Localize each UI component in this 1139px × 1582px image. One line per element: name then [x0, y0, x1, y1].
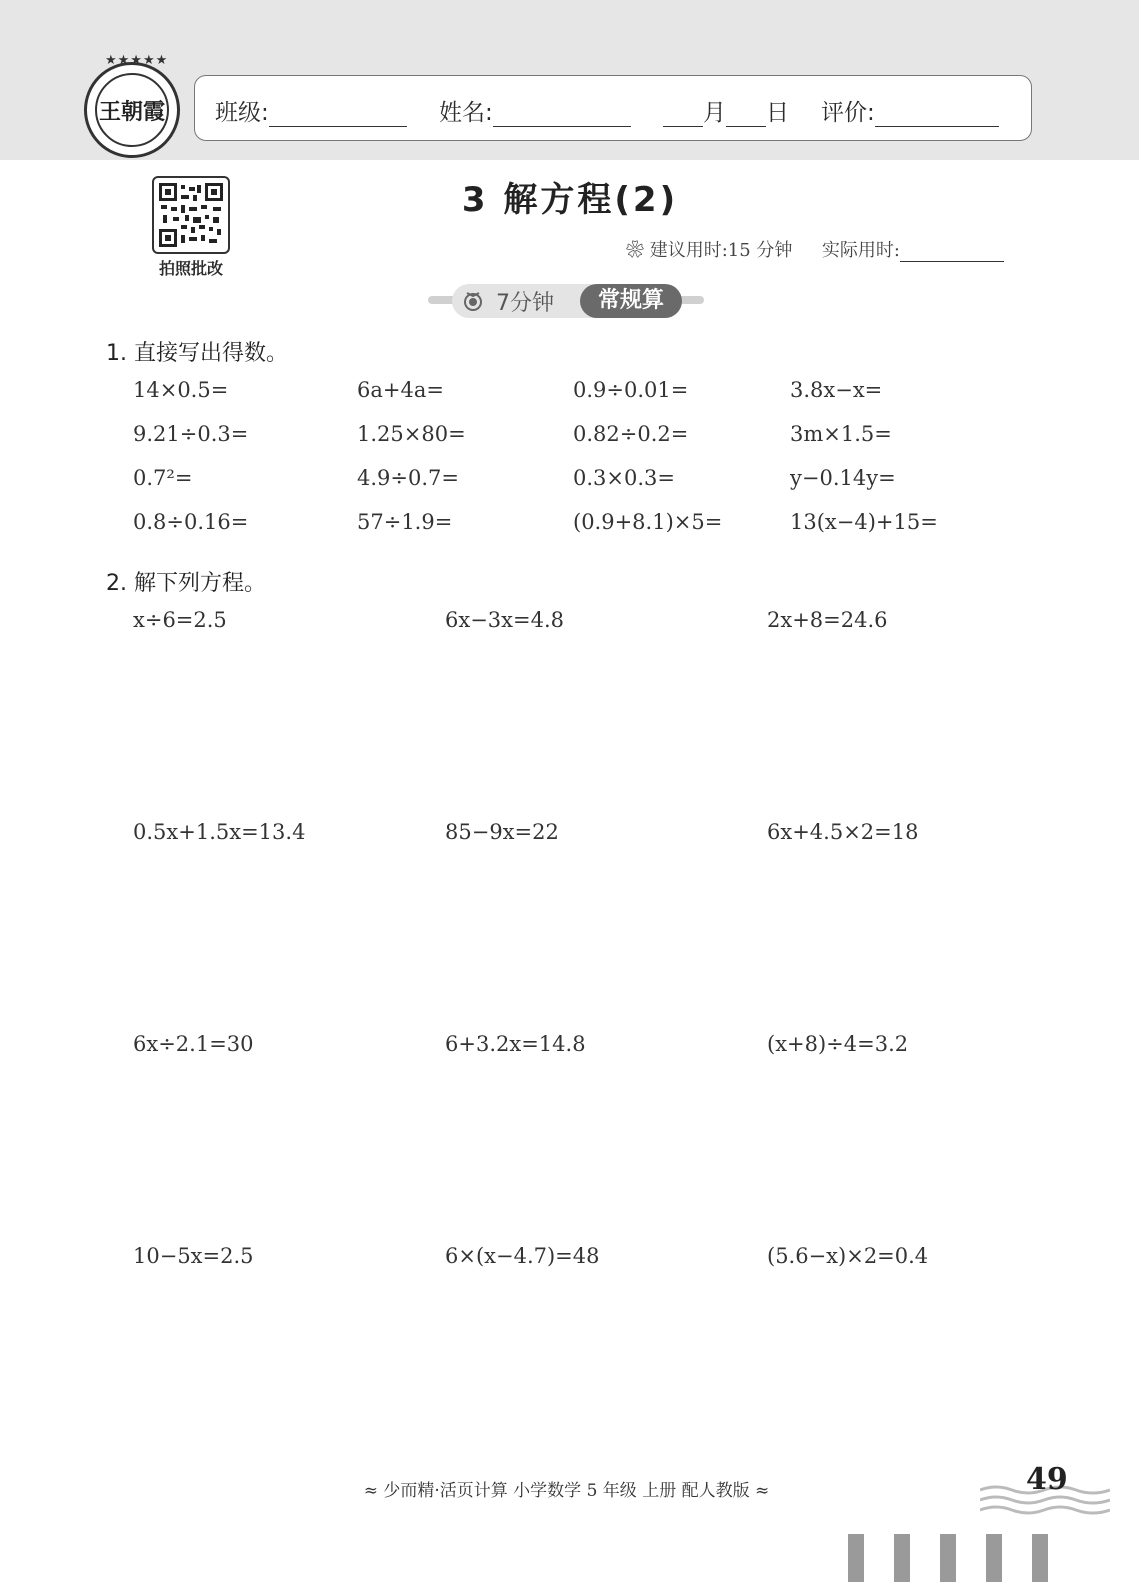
section-tag: 常规算 [580, 284, 682, 318]
q1-item: 6a+4a= [357, 378, 444, 402]
q2-equation: 6x÷2.1=30 [133, 1032, 254, 1056]
q1-item: 0.7²= [133, 466, 193, 490]
q2-equation: (5.6−x)×2=0.4 [767, 1244, 929, 1268]
actual-time-blank[interactable] [900, 241, 1004, 262]
q1-item: 9.21÷0.3= [133, 422, 249, 446]
qr-code-icon[interactable] [152, 176, 230, 254]
name-blank[interactable] [493, 100, 631, 127]
q1-item: 3.8x−x= [790, 378, 883, 402]
section-time: 7分钟 [496, 291, 554, 316]
q1-item: 4.9÷0.7= [357, 466, 459, 490]
suggested-time: 建议用时:15 分钟 [649, 240, 793, 261]
qr-caption: 拍照批改 [158, 259, 223, 278]
brand-logo [84, 53, 180, 158]
q2-equation: 85−9x=22 [445, 820, 559, 844]
actual-time-label: 实际用时: [821, 240, 900, 261]
medal-icon [462, 290, 484, 312]
q1-item: 13(x−4)+15= [790, 510, 938, 534]
question-1-heading: 1. 直接写出得数。 [106, 341, 288, 366]
q1-item: 0.8÷0.16= [133, 510, 249, 534]
q2-equation: (x+8)÷4=3.2 [767, 1032, 909, 1056]
day-blank[interactable] [726, 100, 766, 127]
month-blank[interactable] [663, 100, 703, 127]
q2-equation: 10−5x=2.5 [133, 1244, 254, 1268]
question-2-heading: 2. 解下列方程。 [106, 571, 266, 596]
flower-icon: ❀ [626, 240, 644, 261]
page-number: 49 [1026, 1462, 1068, 1497]
qr-pattern [159, 183, 223, 247]
time-note [626, 236, 1004, 262]
q2-equation: 0.5x+1.5x=13.4 [133, 820, 306, 844]
q2-equation: 6x−3x=4.8 [445, 608, 564, 632]
student-info-box [194, 75, 1032, 141]
q2-equation: 6x+4.5×2=18 [767, 820, 919, 844]
month-label: 月 [703, 100, 726, 126]
logo-text: 王朝霞 [98, 98, 165, 125]
q1-item: 1.25×80= [357, 422, 466, 446]
footer-text: ≈ 少而精·活页计算 小学数学 5 年级 上册 配人教版 ≈ [363, 1481, 770, 1501]
rating-field [821, 94, 999, 127]
class-field [215, 94, 407, 127]
q1-item: 14×0.5= [133, 378, 229, 402]
rating-blank[interactable] [875, 100, 999, 127]
class-blank[interactable] [269, 100, 407, 127]
q2-equation: 2x+8=24.6 [767, 608, 888, 632]
name-label: 姓名: [439, 100, 493, 126]
q1-item: 3m×1.5= [790, 422, 892, 446]
class-label: 班级: [215, 100, 269, 126]
rating-label: 评价: [821, 100, 875, 126]
q1-item: 0.3×0.3= [573, 466, 675, 490]
q1-item: (0.9+8.1)×5= [573, 510, 723, 534]
date-field [663, 94, 789, 127]
q1-item: y−0.14y= [790, 466, 896, 490]
q1-item: 0.82÷0.2= [573, 422, 689, 446]
logo-stars-icon: ★★★★★ [105, 53, 169, 68]
q2-equation: 6+3.2x=14.8 [445, 1032, 586, 1056]
day-label: 日 [766, 100, 789, 126]
q2-equation: 6×(x−4.7)=48 [445, 1244, 600, 1268]
q2-equation: x÷6=2.5 [133, 608, 227, 632]
page-title: 3 解方程(2) [461, 180, 679, 220]
q1-item: 0.9÷0.01= [573, 378, 689, 402]
q1-item: 57÷1.9= [357, 510, 453, 534]
binding-marks [848, 1534, 1048, 1582]
logo-seal [95, 73, 169, 147]
name-field [439, 94, 631, 127]
